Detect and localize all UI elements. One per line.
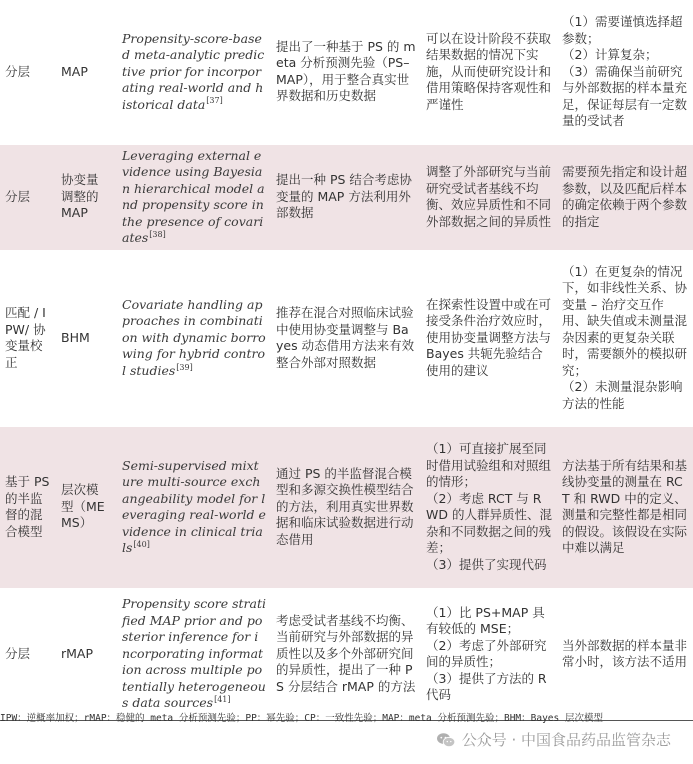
cell-description: 考虑受试者基线不均衡、当前研究与外部数据的异质性以及多个外部研究间的异质性，提出了一种 PS 分层结合 rMAP 的方法 — [271, 588, 421, 720]
cell-limitations: 方法基于所有结果和基线协变量的测量在 RCT 和 RWD 中的定义、测量和完整性都是相同的假设。该假设在实际中难以满足 — [557, 426, 693, 588]
cell-category: 分层 — [0, 0, 56, 144]
cell-study — [114, 426, 271, 588]
study-title: Propensity-score-based meta-analytic predictive prior for incorporating real-world and historical data — [122, 30, 265, 112]
cell-limitations: （1）在更复杂的情况下，如非线性关系、协变量 – 治疗交互作用、缺失值或未测量混杂因素的更复杂关联时，需要额外的模拟研究； （2）未测量混杂影响方法的性能 — [557, 250, 693, 426]
cell-advantages: 可以在设计阶段不获取结果数据的情况下实施，从而使研究设计和借用策略保持客观性和严谨性 — [421, 0, 557, 144]
cell-advantages: 在探索性设置中或在可接受条件治疗效应时，使用协变量调整方法与 Bayes 共轭先验结合使用的建议 — [421, 250, 557, 426]
study-title: Covariate handling approaches in combination with dynamic borrowing for hybrid control studies — [122, 296, 266, 378]
cell-study — [114, 0, 271, 144]
study-title: Leveraging external evidence using Bayesian hierarchical model and propensity score in the presence of covariates — [122, 147, 265, 245]
table-footnote: IPW：逆概率加权；rMAP：稳健的 meta 分析预测先验；PP：幂先验；CP：一致性先验；MAP：meta 分析预测先验；BHM：Bayes 层次模型 — [0, 713, 603, 724]
cell-study — [114, 144, 271, 250]
cell-category: 分层 — [0, 588, 56, 720]
reference-marker: [38] — [149, 229, 166, 239]
reference-marker: [37] — [206, 96, 223, 106]
cell-study — [114, 250, 271, 426]
cell-method: BHM — [56, 250, 114, 426]
reference-marker: [40] — [133, 539, 150, 549]
reference-marker: [41] — [214, 695, 231, 705]
cell-limitations: 需要预先指定和设计超参数，以及匹配后样本的确定依赖于两个参数的指定 — [557, 144, 693, 250]
cell-category: 匹配 / IPW/ 协变量校正 — [0, 250, 56, 426]
cell-category: 基于 PS 的半监督的混合模型 — [0, 426, 56, 588]
cell-advantages: 调整了外部研究与当前研究受试者基线不均衡、效应异质性和不同外部数据之间的异质性 — [421, 144, 557, 250]
cell-limitations: （1）需要谨慎选择超参数； （2）计算复杂； （3）需确保当前研究与外部数据的样本量充足，保证每层有一定数量的受试者 — [557, 0, 693, 144]
cell-study — [114, 588, 271, 720]
cell-description: 提出一种 PS 结合考虑协变量的 MAP 方法利用外部数据 — [271, 144, 421, 250]
study-title: Propensity score stratified MAP prior and posterior inference for incorporating information across multiple potentially heterogeneous data sources — [122, 596, 267, 711]
table-row — [0, 426, 693, 588]
watermark — [436, 729, 671, 750]
table-row — [0, 144, 693, 250]
table-row — [0, 250, 693, 426]
wechat-icon — [436, 732, 456, 748]
cell-method: 协变量调整的 MAP — [56, 144, 114, 250]
cell-method: 层次模型（MEMS） — [56, 426, 114, 588]
cell-description: 提出了一种基于 PS 的 meta 分析预测先验（PS–MAP），用于整合真实世界数据和历史数据 — [271, 0, 421, 144]
study-title: Semi-supervised mixture multi-source exchangeability model for leveraging real-world evidence in clinical trials — [122, 457, 266, 555]
table-row — [0, 588, 693, 720]
cell-description: 通过 PS 的半监督混合模型和多源交换性模型结合的方法，利用真实世界数据和临床试验数据进行动态借用 — [271, 426, 421, 588]
cell-advantages: （1）比 PS+MAP 具有较低的 MSE； （2）考虑了外部研究间的异质性； （3）提供了方法的 R 代码 — [421, 588, 557, 720]
cell-limitations: 当外部数据的样本量非常小时，该方法不适用 — [557, 588, 693, 720]
table-row — [0, 0, 693, 144]
cell-method: MAP — [56, 0, 114, 144]
cell-description: 推荐在混合对照临床试验中使用协变量调整与 Bayes 动态借用方法来有效整合外部对照数据 — [271, 250, 421, 426]
cell-advantages: （1）可直接扩展至同时借用试验组和对照组的情形； （2）考虑 RCT 与 RWD 的人群异质性、混杂和不同数据之间的残差； （3）提供了实现代码 — [421, 426, 557, 588]
watermark-text: 公众号 · 中国食品药品监管杂志 — [461, 731, 671, 749]
cell-method: rMAP — [56, 588, 114, 720]
reference-marker: [39] — [176, 362, 193, 372]
cell-category: 分层 — [0, 144, 56, 250]
